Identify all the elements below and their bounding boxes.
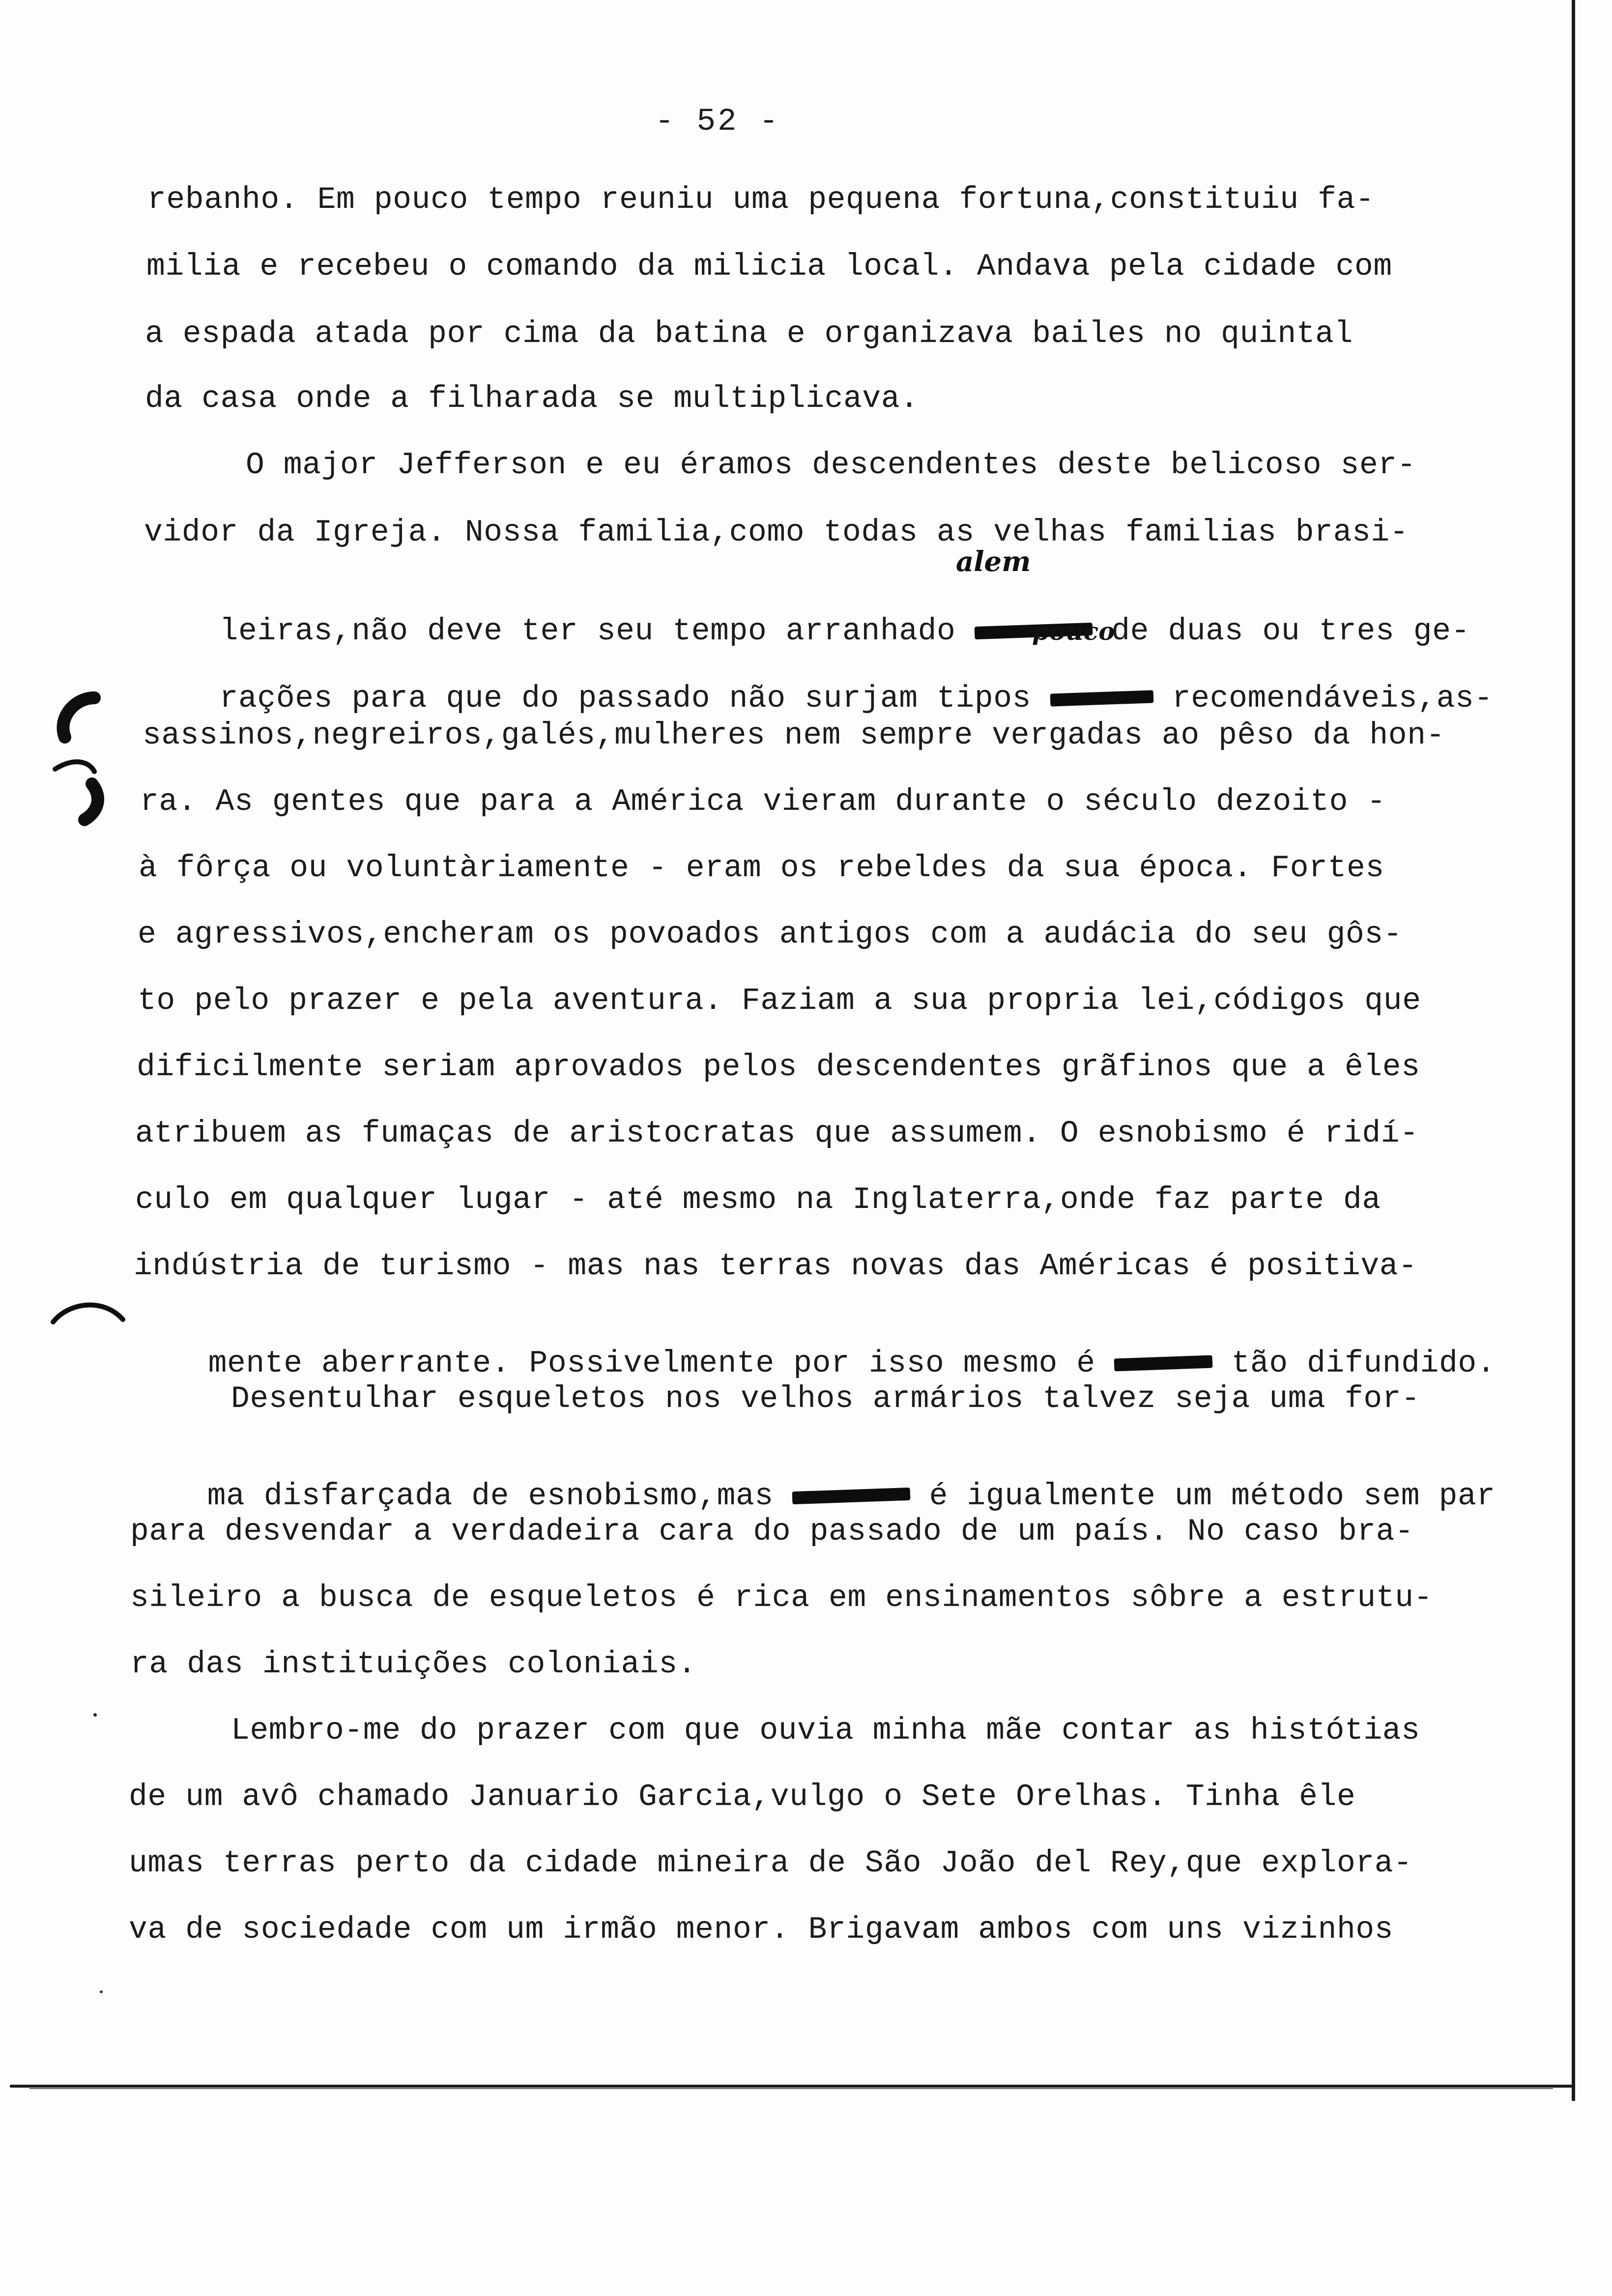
handwritten-note: alem [956, 545, 1031, 578]
text-line: da casa onde a filharada se multiplicava. [145, 381, 919, 416]
text-line: a espada atada por cima da batina e organizava bailes no quintal [145, 316, 1353, 351]
text-segment: é igualmente um método sem par [929, 1479, 1496, 1514]
text-segment: mente aberrante. Possivelmente por isso mesmo é [208, 1346, 1095, 1381]
text-segment: leiras,não deve ter seu tempo arranhado [219, 614, 956, 649]
redaction-bar [1114, 1355, 1213, 1372]
text-line: sassinos,negreiros,galés,mulheres nem sempre vergadas ao pêso da hon- [143, 718, 1445, 753]
text-segment: recomendáveis,as- [1172, 681, 1493, 716]
text-line: sileiro a busca de esqueletos é rica em ensinamentos sôbre a estrutu- [130, 1580, 1433, 1615]
page-number: - 52 - [655, 104, 780, 140]
text-segment: tão difundido. [1231, 1346, 1496, 1381]
text-line: va de sociedade com um irmão menor. Brigavam ambos com uns vizinhos [129, 1912, 1394, 1947]
text-line: indústria de turismo - mas nas terras novas das Américas é positiva- [134, 1249, 1417, 1284]
text-line: à fôrça ou voluntàriamente - eram os rebeldes da sua época. Fortes [139, 851, 1384, 886]
handwritten-note: pouco [1032, 617, 1115, 646]
text-line: ra. As gentes que para a América vieram durante o século dezoito - [140, 784, 1386, 819]
text-line: Lembro-me do prazer com que ouvia minha mãe contar as histótias [231, 1713, 1420, 1748]
text-line: e agressivos,encheram os povoados antigos com a audácia do seu gôs- [138, 917, 1403, 952]
redaction-bar [1050, 690, 1153, 707]
bottom-rule-shadow [29, 2088, 1553, 2089]
text-line: vidor da Igreja. Nossa familia,como todas as velhas familias brasi- [144, 515, 1409, 550]
margin-bracket-mark [45, 688, 109, 835]
redaction-bar [792, 1488, 911, 1504]
text-line: atribuem as fumaças de aristocratas que assumem. O esnobismo é ridí- [135, 1116, 1419, 1151]
text-line: O major Jefferson e eu éramos descendentes deste belicoso ser- [246, 448, 1416, 483]
text-segment: de duas ou tres ge- [1111, 614, 1470, 649]
text-line: ra das instituições coloniais. [130, 1647, 697, 1682]
margin-dot [93, 1713, 97, 1717]
text-line: dificilmente seriam aprovados pelos descendentes grãfinos que a êles [137, 1050, 1420, 1085]
text-segment: rações para que do passado não surjam tipos [219, 681, 1032, 716]
margin-arc-mark [49, 1297, 128, 1327]
text-line: rebanho. Em pouco tempo reuniu uma pequena fortuna,constituiu fa- [147, 182, 1375, 217]
margin-dot [100, 1990, 103, 1993]
text-line: de um avô chamado Januario Garcia,vulgo o Sete Orelhas. Tinha êle [129, 1779, 1356, 1814]
text-line: Desentulhar esqueletos nos velhos armários talvez seja uma for- [231, 1381, 1420, 1416]
text-line: para desvendar a verdadeira cara do passado de um país. No caso bra- [130, 1514, 1414, 1549]
text-line: to pelo prazer e pela aventura. Faziam a sua propria lei,códigos que [138, 983, 1421, 1018]
bottom-rule [10, 2085, 1574, 2088]
text-line: culo em qualquer lugar - até mesmo na Inglaterra,onde faz parte da [135, 1182, 1381, 1217]
text-line: milia e recebeu o comando da milicia local. Andava pela cidade com [146, 249, 1392, 284]
page-edge-rule [1572, 0, 1575, 2101]
text-segment: ma disfarçada de esnobismo,mas [207, 1479, 774, 1514]
text-line: umas terras perto da cidade mineira de São João del Rey,que explora- [129, 1846, 1412, 1881]
